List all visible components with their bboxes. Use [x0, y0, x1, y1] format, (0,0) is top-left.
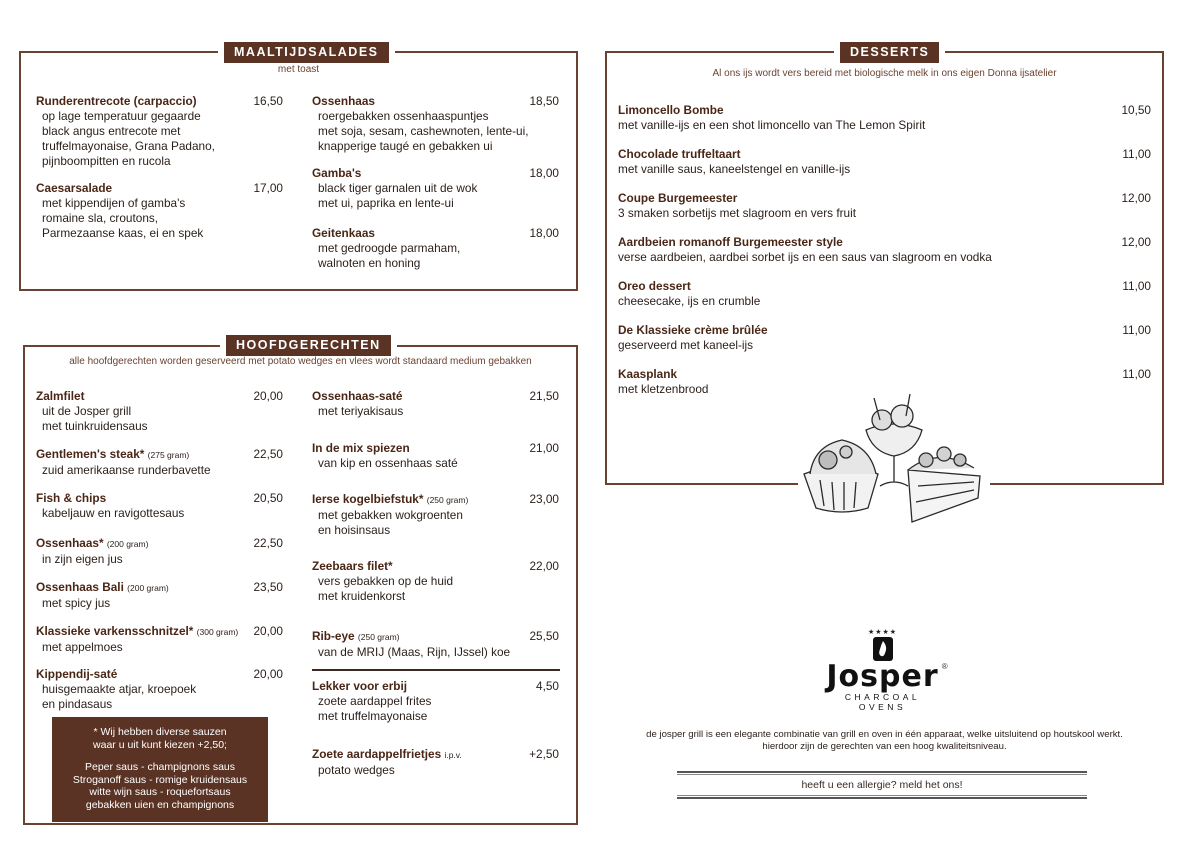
josper-logo	[820, 628, 948, 712]
menu-item-title: Ossenhaas	[312, 94, 375, 108]
menu-item-description: van de MRIJ (Maas, Rijn, IJssel) koe	[318, 645, 511, 659]
menu-item	[312, 559, 453, 604]
allergy-banner	[677, 771, 1087, 799]
menu-item-title: Zoete aardappelfrietjes	[312, 747, 442, 761]
menu-item-description: met kippendijen of gamba's	[42, 196, 186, 210]
menu-item-description: en pindasaus	[42, 697, 113, 711]
menu-item-description: met spicy jus	[42, 596, 111, 610]
dessert-price: 11,00	[1122, 323, 1151, 337]
menu-item-title: Ossenhaas*	[36, 536, 104, 550]
menu-item-name	[312, 747, 462, 763]
menu-item-name	[36, 447, 211, 463]
menu-item-title: Kippendij-saté	[36, 667, 118, 681]
menu-item-price: 4,50	[536, 679, 559, 693]
menu-item	[36, 667, 196, 712]
menu-item-description: met truffelmayonaise	[318, 709, 428, 723]
desserts-title-wrap	[834, 42, 945, 63]
dessert-description: 3 smaken sorbetijs met slagroom en vers fruit	[618, 206, 856, 220]
dessert-item	[618, 279, 760, 309]
dessert-name: Kaasplank	[618, 367, 678, 381]
menu-item-name	[36, 667, 196, 682]
menu-item-title: Lekker voor erbij	[312, 679, 408, 693]
menu-item-title: Klassieke varkensschnitzel*	[36, 624, 194, 638]
menu-item-description: met teriyakisaus	[318, 404, 404, 418]
sauces-list-2: Stroganoff saus - romige kruidensaus	[72, 773, 248, 786]
menu-item	[36, 389, 148, 434]
menu-item	[312, 629, 510, 660]
menu-item-name	[36, 624, 238, 640]
menu-item-title: In de mix spiezen	[312, 441, 410, 455]
logo-subtitle: CHARCOAL OVENS	[844, 692, 921, 712]
menu-item-price: 18,00	[529, 166, 559, 180]
menu-item-description: met gedroogde parmaham,	[318, 241, 461, 255]
sauces-intro-1: * Wij hebben diverse sauzen	[93, 726, 227, 738]
menu-item-description: en hoisinsaus	[318, 523, 391, 537]
menu-item-price: 17,00	[253, 181, 283, 195]
menu-item-name	[36, 181, 203, 196]
menu-item-name	[312, 226, 460, 241]
menu-item	[312, 389, 403, 419]
menu-item-price: 25,50	[529, 629, 559, 643]
menu-item-title: Runderentrecote (carpaccio)	[36, 94, 197, 108]
desserts-subtitle: Al ons ijs wordt vers bereid met biologische melk in ons eigen Donna ijsatelier	[712, 68, 1057, 79]
menu-item-price: 23,50	[253, 580, 283, 594]
menu-item-title: Zalmfilet	[36, 389, 85, 403]
menu-item	[36, 94, 215, 169]
menu-item-description: zoete aardappel frites	[318, 694, 432, 708]
menu-item-note: (250 gram)	[357, 632, 400, 642]
menu-item-title: Ierse kogelbiefstuk*	[312, 492, 424, 506]
menu-item-description: romaine sla, croutons,	[42, 211, 159, 225]
menu-item-description: met kruidenkorst	[318, 589, 406, 603]
sauces-list-1: Peper saus - champignons saus	[85, 761, 235, 773]
dessert-name: Oreo dessert	[618, 279, 691, 293]
menu-item-description: in zijn eigen jus	[42, 552, 123, 566]
menu-item-note: (300 gram)	[196, 627, 239, 637]
menu-item-name	[36, 94, 215, 109]
menu-item-name	[312, 94, 528, 109]
menu-item-title: Ossenhaas Bali	[36, 580, 124, 594]
menu-item-name	[312, 389, 403, 404]
menu-item-title: Fish & chips	[36, 491, 107, 505]
menu-item-description: truffelmayonaise, Grana Padano,	[42, 139, 215, 153]
menu-item-title: Zeebaars filet*	[312, 559, 393, 573]
menu-item	[36, 491, 184, 521]
menu-item-name	[312, 166, 477, 181]
dessert-name: De Klassieke crème brûlée	[618, 323, 768, 337]
dessert-item	[618, 103, 925, 133]
josper-note	[605, 729, 1164, 753]
dessert-price: 11,00	[1122, 279, 1151, 293]
sauces-intro-2: waar u uit kunt kiezen +2,50;	[93, 738, 227, 751]
dessert-description: met kletzenbrood	[618, 382, 709, 396]
logo-wordmark: Josper	[826, 659, 939, 694]
menu-item-description: van kip en ossenhaas saté	[318, 456, 458, 470]
dessert-name: Chocolade truffeltaart	[618, 147, 741, 161]
menu-item	[312, 94, 528, 154]
menu-item-note: i.p.v.	[444, 750, 462, 760]
dessert-price: 11,00	[1122, 147, 1151, 161]
dessert-name: Aardbeien romanoff Burgemeester style	[618, 235, 843, 249]
menu-item-description: op lage temperatuur gegaarde	[42, 109, 201, 123]
menu-item-name	[312, 679, 431, 694]
menu-item-description: Parmezaanse kaas, ei en spek	[42, 226, 204, 240]
menu-item-description: pijnboompitten en rucola	[42, 154, 171, 168]
menu-item-description: met appelmoes	[42, 640, 123, 654]
menu-item	[312, 441, 458, 471]
menu-item-name	[312, 559, 453, 574]
dessert-drawing-icon	[798, 390, 990, 532]
menu-item-name	[36, 389, 148, 404]
menu-item-price: 23,00	[529, 492, 559, 506]
sauces-list-4: gebakken uien en champignons	[85, 798, 235, 811]
menu-item-title: Gamba's	[312, 166, 362, 180]
menu-item-description: black angus entrecote met	[42, 124, 181, 138]
menu-item-title: Ossenhaas-saté	[312, 389, 403, 403]
salads-section	[19, 51, 578, 291]
dessert-item	[618, 323, 768, 353]
desserts-title: DESSERTS	[840, 42, 939, 63]
sauces-box	[52, 717, 268, 822]
salads-title: MAALTIJDSALADES	[224, 42, 389, 63]
menu-item	[36, 624, 238, 655]
mains-title: HOOFDGERECHTEN	[226, 335, 391, 356]
menu-item	[312, 166, 477, 211]
menu-item-description: potato wedges	[318, 763, 395, 777]
menu-item-note: (275 gram)	[147, 450, 190, 460]
menu-item	[36, 536, 148, 567]
menu-item-description: met gebakken wokgroenten	[318, 508, 463, 522]
menu-item-title: Caesarsalade	[36, 181, 113, 195]
menu-item-description: uit de Josper grill	[42, 404, 132, 418]
dessert-description: geserveerd met kaneel-ijs	[618, 338, 754, 352]
menu-item-note: (200 gram)	[106, 539, 149, 549]
menu-item-price: 22,50	[253, 536, 283, 550]
dessert-item	[618, 147, 850, 177]
menu-item-name	[312, 492, 468, 508]
dessert-description: cheesecake, ijs en crumble	[618, 294, 761, 308]
menu-item-price: 22,50	[253, 447, 283, 461]
dessert-description: verse aardbeien, aardbei sorbet ijs en een saus van slagroom en vodka	[618, 250, 992, 264]
menu-item-description: vers gebakken op de huid	[318, 574, 454, 588]
dessert-description: met vanille-ijs en een shot limoncello van The Lemon Spirit	[618, 118, 926, 132]
dessert-name: Coupe Burgemeester	[618, 191, 738, 205]
menu-item-title: Gentlemen's steak*	[36, 447, 145, 461]
dessert-price: 12,00	[1121, 235, 1151, 249]
menu-item-price: 18,50	[529, 94, 559, 108]
dessert-item	[618, 235, 992, 265]
menu-item	[312, 226, 460, 271]
allergy-text: heeft u een allergie? meld het ons!	[801, 779, 963, 791]
menu-item-description: black tiger garnalen uit de wok	[318, 181, 478, 195]
dessert-price: 11,00	[1122, 367, 1151, 381]
logo-stars-icon: ★★★★	[867, 629, 898, 636]
menu-item-description: met soja, sesam, cashewnoten, lente-ui,	[318, 124, 529, 138]
extras-divider	[312, 669, 560, 671]
menu-item-description: met ui, paprika en lente-ui	[318, 196, 454, 210]
menu-item-price: 20,00	[253, 624, 283, 638]
josper-note-line-2: hierdoor zijn de gerechten van een hoog kwaliteitsniveau.	[762, 741, 1007, 752]
dessert-item	[618, 367, 709, 397]
menu-item-description: huisgemaakte atjar, kroepoek	[42, 682, 197, 696]
salads-title-wrap	[218, 42, 395, 63]
menu-item-description: met tuinkruidensaus	[42, 419, 148, 433]
menu-item-note: (250 gram)	[426, 495, 469, 505]
dessert-price: 12,00	[1121, 191, 1151, 205]
menu-item-description: kabeljauw en ravigottesaus	[42, 506, 185, 520]
menu-item	[312, 679, 431, 724]
dessert-item	[618, 191, 856, 221]
menu-item	[312, 747, 462, 778]
menu-item-name	[312, 441, 458, 456]
menu-item-description: walnoten en honing	[318, 256, 421, 270]
menu-item-price: +2,50	[529, 747, 559, 761]
menu-item-name	[36, 536, 148, 552]
menu-item-price: 20,50	[253, 491, 283, 505]
dessert-name: Limoncello Bombe	[618, 103, 724, 117]
josper-note-line-1: de josper grill is een elegante combinatie van grill en oven in één apparaat, welke uitsluitend op houtskool werkt.	[646, 729, 1123, 740]
menu-item-title: Rib-eye	[312, 629, 355, 643]
dessert-description: met vanille saus, kaneelstengel en vanille-ijs	[618, 162, 851, 176]
menu-item	[312, 492, 468, 538]
menu-item-price: 22,00	[529, 559, 559, 573]
mains-subtitle: alle hoofdgerechten worden geserveerd met potato wedges en vlees wordt standaard medium gebakken	[69, 356, 532, 367]
menu-item-name	[36, 491, 184, 506]
logo-registered-mark: ®	[941, 662, 948, 671]
menu-item-price: 21,00	[529, 441, 559, 455]
menu-item-name	[36, 580, 169, 596]
menu-item-description: zuid amerikaanse runderbavette	[42, 463, 211, 477]
menu-item-price: 20,00	[253, 667, 283, 681]
menu-item	[36, 181, 203, 241]
menu-item-description: roergebakken ossenhaaspuntjes	[318, 109, 489, 123]
menu-item-name	[312, 629, 510, 645]
menu-item-title: Geitenkaas	[312, 226, 375, 240]
menu-item-price: 21,50	[529, 389, 559, 403]
salads-subtitle: met toast	[277, 64, 320, 75]
dessert-price: 10,50	[1121, 103, 1151, 117]
sauces-list-3: witte wijn saus - roquefortsaus	[89, 786, 231, 798]
menu-item-price: 20,00	[253, 389, 283, 403]
mains-title-wrap	[220, 335, 397, 356]
menu-item-note: (200 gram)	[127, 583, 169, 593]
menu-item-price: 18,00	[529, 226, 559, 240]
dessert-illustration	[798, 390, 990, 532]
menu-item	[36, 447, 211, 478]
menu-item-price: 16,50	[253, 94, 283, 108]
menu-item	[36, 580, 169, 611]
menu-item-description: knapperige taugé en gebakken ui	[318, 139, 493, 153]
